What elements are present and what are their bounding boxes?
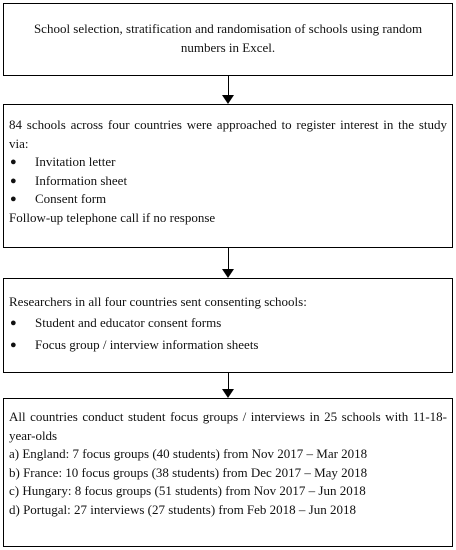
step-3-bullet: ● Focus group / interview information sheets [9,336,447,355]
step-1-box [3,3,453,76]
step-4-item: a) England: 7 focus groups (40 students) from Nov 2017 – Mar 2018 [9,446,368,461]
arrow-2-to-3 [222,248,234,278]
bullet-icon: ● [10,316,17,329]
step-2-bullet-list [9,153,447,209]
step-4-item: b) France: 10 focus groups (38 students) from Dec 2017 – May 2018 [9,464,368,480]
step-2-box [3,104,453,248]
arrow-1-to-2 [222,76,234,104]
step-4-item: c) Hungary: 8 focus groups (51 students) from Nov 2017 – Jun 2018 [9,483,366,498]
bullet-icon: ● [10,339,17,351]
step-2-footer: Follow-up telephone call if no response [9,209,216,225]
step-4-intro: All countries conduct student focus groups / interviews in 25 schools with 11-18-year-olds [9,409,447,443]
bullet-icon: ● [10,156,17,168]
step-2-bullet: ● Invitation letter [9,153,447,172]
step-2-bullet: ● Consent form [9,190,447,209]
bullet-icon: ● [10,174,17,187]
arrow-3-to-4 [222,373,234,398]
step-3-bullet: ● Student and educator consent forms [9,314,447,333]
step-2-intro: 84 schools across four countries were approached to register interest in the study via: [9,117,447,151]
step-4-box [3,398,453,547]
step-2-bullet: ● Information sheet [9,172,447,191]
bullet-icon: ● [10,193,17,205]
step-3-intro: Researchers in all four countries sent consenting schools: [9,294,307,309]
step-3-box [3,278,453,373]
step-3-bullet-list [9,314,447,355]
step-4-item: d) Portugal: 27 interviews (27 students) from Feb 2018 – Jun 2018 [9,501,356,517]
step-1-text: School selection, stratification and randomisation of schools using random numbers in Excel. [33,21,423,55]
